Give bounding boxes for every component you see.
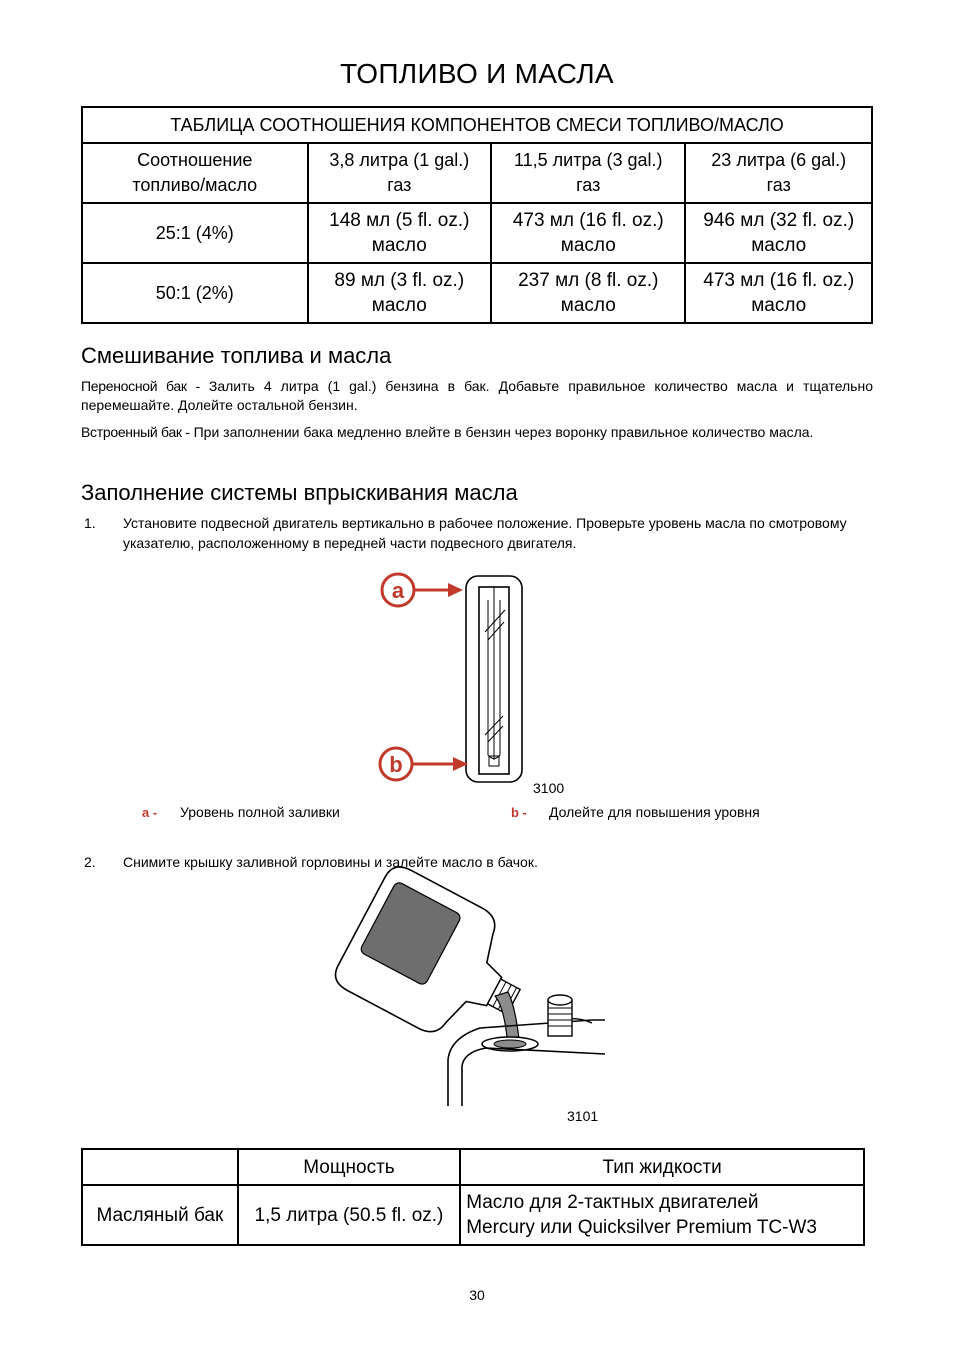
table-header-row [82, 1149, 864, 1185]
svg-text:b: b [389, 752, 403, 777]
value-cell: 148 мл (5 fl. oz.) масло [308, 203, 491, 263]
header-3-8-liters: 3,8 литра (1 gal.) газ [308, 143, 491, 203]
oil-tank-spec-table [81, 1148, 865, 1246]
value-cell: 946 мл (32 fl. oz.) масло [685, 203, 872, 263]
legend-text: Уровень полной заливки [180, 804, 340, 820]
value-cell: 237 мл (8 fl. oz.) масло [491, 263, 685, 323]
page-number: 30 [469, 1287, 485, 1303]
oil-level-gauge-figure [370, 570, 540, 785]
builtin-tank-paragraph [81, 423, 873, 442]
header-11-5-liters: 11,5 литра (3 gal.) газ [491, 143, 685, 203]
step-1 [84, 513, 874, 555]
step-number: 1. [84, 515, 96, 531]
page-title: ТОПЛИВО И МАСЛА [340, 58, 614, 89]
portable-tank-label: Переносной бак - [81, 378, 200, 394]
table-row [82, 1185, 864, 1245]
fuel-oil-ratio-table [81, 106, 873, 324]
legend-a [142, 804, 340, 820]
capacity-cell: 1,5 литра (50.5 fl. oz.) [238, 1185, 460, 1245]
tank-name-cell: Масляный бак [82, 1185, 238, 1245]
step-text: Снимите крышку заливной горловины и залейте масло в бачок. [123, 854, 538, 870]
injection-heading: Заполнение системы впрыскивания масла [81, 480, 518, 505]
builtin-tank-text: При заполнении бака медленно влейте в бензин через воронку правильное количество масла. [189, 424, 814, 440]
portable-tank-text: Залить 4 литра (1 gal.) бензина в бак. Добавьте правильное количество масла и тщательно перемешайте. Долейте остальной бензин. [81, 378, 873, 413]
header-fluid-type: Тип жидкости [460, 1149, 864, 1185]
header-23-liters: 23 литра (6 gal.) газ [685, 143, 872, 203]
ratio-cell: 25:1 (4%) [82, 203, 308, 263]
value-cell: 89 мл (3 fl. oz.) масло [308, 263, 491, 323]
table-title: ТАБЛИЦА СООТНОШЕНИЯ КОМПОНЕНТОВ СМЕСИ ТОПЛИВО/МАСЛО [82, 107, 872, 143]
mixing-heading: Смешивание топлива и масла [81, 343, 392, 368]
legend-b [511, 804, 760, 820]
value-cell: 473 мл (16 fl. oz.) масло [685, 263, 872, 323]
legend-key: a - [142, 805, 158, 820]
step-2 [84, 852, 874, 874]
callout-a [382, 574, 463, 606]
legend-text: Долейте для повышения уровня [549, 804, 760, 820]
step-text: Установите подвесной двигатель вертикально в рабочее положение. Проверьте уровень масла по смотровому указателю, расположенному в передней части подвесного двигателя. [123, 515, 847, 551]
svg-text:a: a [391, 578, 405, 603]
value-cell: 473 мл (16 fl. oz.) масло [491, 203, 685, 263]
step-number: 2. [84, 854, 96, 870]
table-row [82, 203, 872, 263]
oil-pouring-figure [330, 888, 610, 1118]
figure-code: 3100 [533, 780, 565, 796]
header-capacity: Мощность [238, 1149, 460, 1185]
figure-code: 3101 [567, 1108, 599, 1124]
ratio-cell: 50:1 (2%) [82, 263, 308, 323]
table-header-row [82, 143, 872, 203]
callout-b [380, 748, 468, 780]
table-row [82, 263, 872, 323]
header-empty [82, 1149, 238, 1185]
portable-tank-paragraph [81, 377, 873, 415]
fluid-type-cell: Масло для 2-тактных двигателей Mercury или Quicksilver Premium TC-W3 [460, 1185, 864, 1245]
header-ratio: Соотношение топливо/масло [82, 143, 308, 203]
builtin-tank-label: Встроенный бак - [81, 424, 190, 440]
legend-key: b - [511, 805, 527, 820]
